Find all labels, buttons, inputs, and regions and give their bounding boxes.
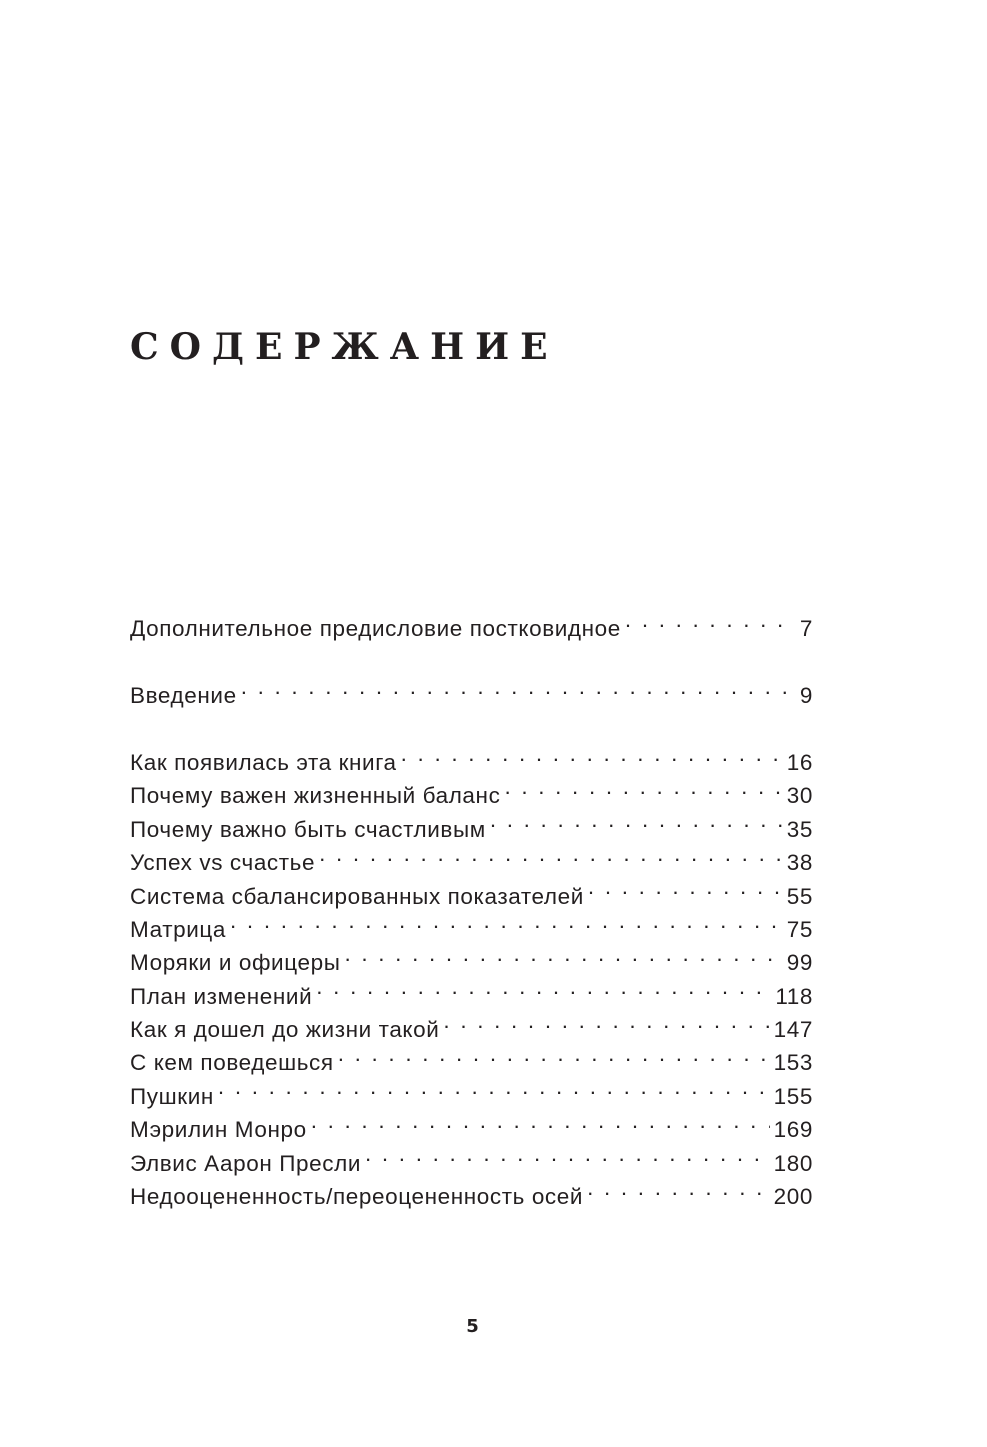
- dot-leader: [319, 837, 783, 870]
- toc-entry[interactable]: [130, 1070, 813, 1109]
- dot-leader: [344, 937, 782, 970]
- dot-leader: [338, 1037, 770, 1070]
- toc-entry[interactable]: [130, 603, 813, 642]
- page-title: СОДЕРЖАНИЕ: [130, 326, 559, 368]
- dot-leader: [365, 1137, 770, 1170]
- toc-entry-page: 7: [796, 612, 813, 645]
- dot-leader: [241, 670, 796, 703]
- toc-entry-title: Как я дошел до жизни такой: [130, 1017, 440, 1043]
- toc-entry-title: Почему важно быть счастливым: [130, 816, 486, 842]
- toc-entry-title: Дополнительное предисловие постковидное: [130, 616, 621, 642]
- toc-entry-title: Пушкин: [130, 1083, 214, 1109]
- toc-entry-page: 75: [783, 913, 813, 946]
- dot-leader: [587, 1171, 770, 1204]
- toc-entry[interactable]: [130, 1104, 813, 1143]
- toc-entry-title: Мэрилин Монро: [130, 1117, 307, 1143]
- toc-entry-title: План изменений: [130, 983, 313, 1009]
- dot-leader: [401, 737, 783, 770]
- toc-entry-title: Моряки и офицеры: [130, 950, 341, 976]
- toc-entry-page: 118: [771, 980, 813, 1013]
- toc-entry-page: 169: [770, 1113, 813, 1146]
- dot-leader: [504, 770, 782, 803]
- toc-entry-page: 16: [783, 746, 813, 779]
- toc-entry[interactable]: [130, 737, 813, 775]
- dot-leader: [316, 970, 771, 1003]
- dot-leader: [625, 603, 796, 636]
- dot-leader: [490, 803, 783, 836]
- toc-entry-page: 30: [783, 779, 813, 812]
- toc-entry-title: Как появилась эта книга: [130, 749, 397, 775]
- dot-leader: [588, 870, 783, 903]
- page-number: 5: [466, 1316, 479, 1337]
- toc-entry-title: Система сбалансированных показателей: [130, 883, 584, 909]
- toc-entry[interactable]: [130, 937, 813, 976]
- toc-entry-page: 38: [783, 846, 813, 879]
- dot-leader: [311, 1104, 770, 1137]
- toc-entry-page: 55: [783, 880, 813, 913]
- dot-leader: [230, 904, 783, 937]
- toc-entry-title: С кем поведешься: [130, 1050, 334, 1076]
- toc-entry-title: Успех vs счастье: [130, 850, 316, 876]
- toc-entry-page: 180: [770, 1147, 813, 1180]
- toc-entry-page: 9: [796, 679, 813, 712]
- toc-entry-page: 153: [770, 1046, 813, 1079]
- toc-entry-title: Элвис Аарон Пресли: [130, 1150, 361, 1176]
- dot-leader: [443, 1004, 769, 1037]
- dot-leader: [218, 1070, 770, 1103]
- toc-entry-title: Почему важен жизненный баланс: [130, 783, 501, 809]
- toc-entry-page: 35: [783, 813, 813, 846]
- toc-entry-page: 147: [770, 1013, 813, 1046]
- toc-entry-page: 99: [783, 946, 813, 979]
- toc-entry[interactable]: [130, 670, 813, 709]
- toc-entry-page: 200: [770, 1180, 813, 1213]
- toc-entry-page: 155: [770, 1080, 813, 1113]
- toc-entry-title: Недооцененность/переоцененность осей: [130, 1184, 584, 1210]
- toc-entry-title: Введение: [130, 683, 237, 709]
- toc-entry[interactable]: [130, 904, 813, 942]
- table-of-contents: [130, 603, 813, 1210]
- toc-entry-title: Матрица: [130, 916, 227, 942]
